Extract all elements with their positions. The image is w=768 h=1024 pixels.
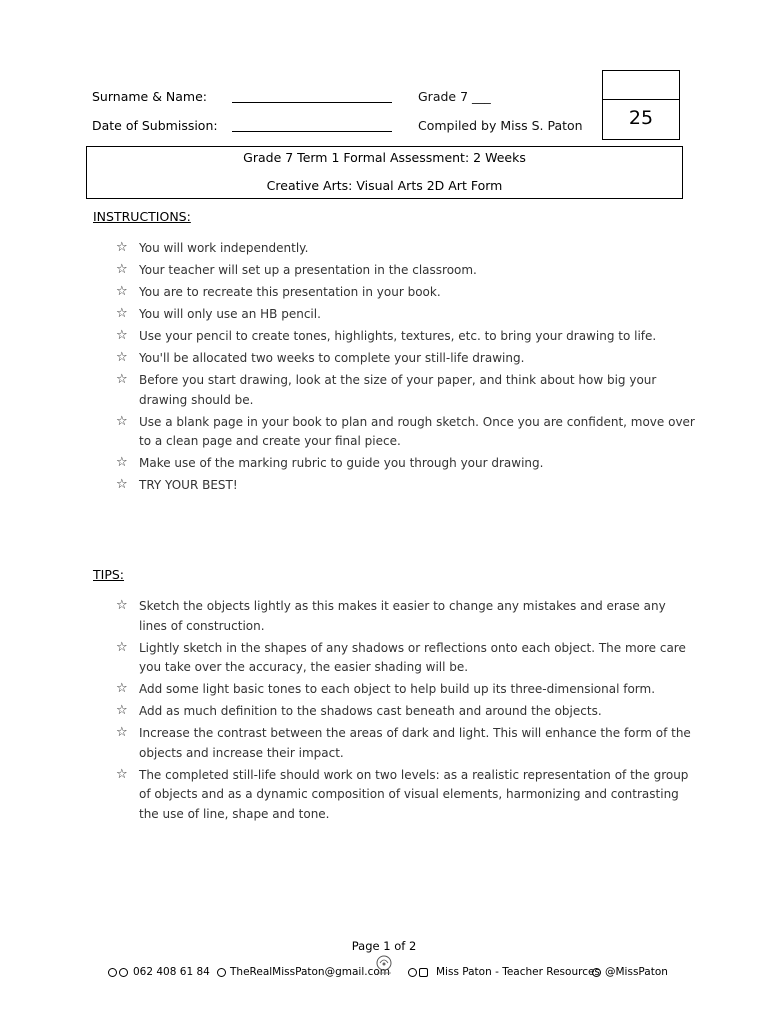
footer-email[interactable] bbox=[217, 966, 390, 978]
list-item bbox=[116, 371, 696, 410]
star-bullet-icon: ☆ bbox=[116, 284, 128, 299]
list-item bbox=[116, 454, 696, 474]
tips-list bbox=[116, 597, 696, 827]
submission-blank-line bbox=[232, 131, 392, 132]
star-bullet-icon: ☆ bbox=[116, 413, 128, 429]
tips-heading: TIPS: bbox=[93, 567, 125, 582]
star-bullet-icon: ☆ bbox=[116, 240, 128, 255]
star-bullet-icon: ☆ bbox=[116, 725, 128, 740]
star-bullet-icon: ☆ bbox=[116, 477, 128, 492]
page-number: Page 1 of 2 bbox=[351, 939, 417, 953]
list-item bbox=[116, 327, 696, 347]
list-item bbox=[116, 305, 696, 325]
list-item-text: You are to recreate this presentation in your book. bbox=[139, 285, 441, 299]
star-bullet-icon: ☆ bbox=[116, 372, 128, 387]
list-item bbox=[116, 349, 696, 369]
list-item bbox=[116, 413, 696, 452]
star-bullet-icon: ☆ bbox=[116, 766, 128, 782]
list-item bbox=[116, 639, 696, 678]
list-item-text: Use your pencil to create tones, highlights, textures, etc. to bring your drawing to life. bbox=[139, 329, 657, 343]
surname-label: Surname & Name: bbox=[92, 89, 208, 104]
instagram-icon bbox=[419, 968, 428, 977]
tiktok-icon bbox=[592, 968, 601, 977]
list-item-text: Use a blank page in your book to plan and rough sketch. Once you are confident, move over to a clean page and create your final piece. bbox=[139, 414, 695, 448]
grade-label: Grade 7 ___ bbox=[418, 89, 491, 104]
surname-blank-line bbox=[232, 102, 392, 103]
list-item bbox=[116, 476, 696, 496]
email-address: TheRealMissPaton@gmail.com bbox=[230, 966, 390, 978]
instructions-heading: INSTRUCTIONS: bbox=[93, 209, 191, 224]
list-item-text: Before you start drawing, look at the size of your paper, and think about how big your drawing should be. bbox=[139, 373, 657, 407]
list-item-text: Add some light basic tones to each object to help build up its three-dimensional form. bbox=[139, 682, 656, 696]
list-item-text: Lightly sketch in the shapes of any shadows or reflections onto each object. The more care you take over the accuracy, the easier shading will be. bbox=[139, 640, 686, 674]
assessment-subtitle: Creative Arts: Visual Arts 2D Art Form bbox=[266, 178, 503, 193]
footer-facebook[interactable] bbox=[408, 966, 600, 978]
list-item bbox=[116, 766, 696, 825]
facebook-icon bbox=[408, 968, 417, 977]
phone-icon bbox=[119, 968, 128, 977]
list-item-text: Add as much definition to the shadows cast beneath and around the objects. bbox=[139, 704, 602, 718]
list-item-text: You'll be allocated two weeks to complete your still-life drawing. bbox=[139, 351, 525, 365]
list-item-text: TRY YOUR BEST! bbox=[139, 478, 238, 492]
submission-label: Date of Submission: bbox=[92, 118, 218, 133]
star-bullet-icon: ☆ bbox=[116, 350, 128, 365]
facebook-page: Miss Paton - Teacher Resources bbox=[436, 966, 600, 978]
list-item-text: Sketch the objects lightly as this makes it easier to change any mistakes and erase any lines of construction. bbox=[139, 599, 666, 633]
list-item-text: Your teacher will set up a presentation in the classroom. bbox=[139, 263, 477, 277]
assessment-title: Grade 7 Term 1 Formal Assessment: 2 Weeks bbox=[243, 150, 526, 165]
star-bullet-icon: ☆ bbox=[116, 703, 128, 718]
total-score: 25 bbox=[628, 107, 654, 129]
list-item-text: Make use of the marking rubric to guide you through your drawing. bbox=[139, 456, 544, 470]
list-item-text: Increase the contrast between the areas of dark and light. This will enhance the form of the objects and increase their impact. bbox=[139, 726, 691, 760]
list-item bbox=[116, 261, 696, 281]
whatsapp-icon bbox=[108, 968, 117, 977]
phone-number: 062 408 61 84 bbox=[133, 966, 210, 978]
list-item-text: The completed still-life should work on two levels: as a realistic representation of the group of objects and as a dynamic composition of visual elements, harmonizing and contrasting the use of line, shape and tone. bbox=[139, 767, 689, 821]
list-item-text: You will work independently. bbox=[139, 241, 309, 255]
star-bullet-icon: ☆ bbox=[116, 598, 128, 613]
score-box bbox=[602, 70, 680, 140]
list-item bbox=[116, 597, 696, 636]
star-bullet-icon: ☆ bbox=[116, 681, 128, 696]
list-item bbox=[116, 283, 696, 303]
assessment-title-box bbox=[86, 146, 683, 199]
list-item-text: You will only use an HB pencil. bbox=[139, 307, 321, 321]
list-item bbox=[116, 702, 696, 722]
star-bullet-icon: ☆ bbox=[116, 328, 128, 343]
email-icon bbox=[217, 968, 226, 977]
star-bullet-icon: ☆ bbox=[116, 639, 128, 655]
list-item bbox=[116, 239, 696, 259]
star-bullet-icon: ☆ bbox=[116, 306, 128, 321]
logo-icon bbox=[372, 954, 396, 976]
list-item bbox=[116, 680, 696, 700]
compiled-by: Compiled by Miss S. Paton bbox=[418, 118, 583, 133]
instructions-list bbox=[116, 239, 696, 498]
footer-phone bbox=[108, 966, 210, 978]
star-bullet-icon: ☆ bbox=[116, 455, 128, 470]
footer-handle[interactable] bbox=[592, 966, 668, 978]
star-bullet-icon: ☆ bbox=[116, 262, 128, 277]
list-item bbox=[116, 724, 696, 763]
score-divider bbox=[603, 99, 679, 100]
social-handle: @MissPaton bbox=[605, 966, 668, 978]
